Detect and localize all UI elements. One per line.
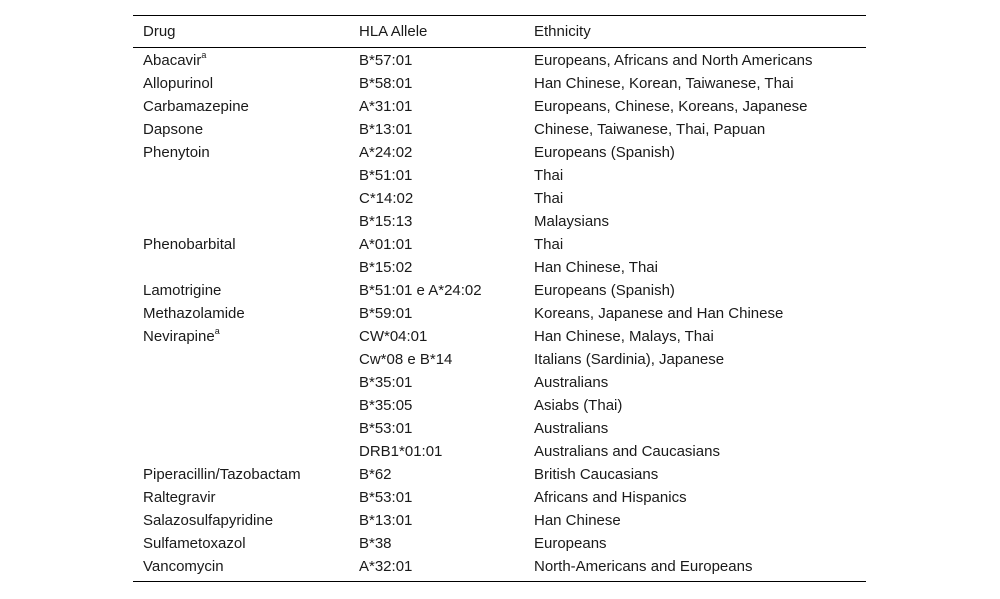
cell-hla-allele: B*13:01 xyxy=(359,512,413,529)
cell-ethnicity: Thai xyxy=(534,236,564,253)
drug-name: Sulfametoxazol xyxy=(143,535,246,552)
table-row xyxy=(133,256,866,279)
table-row xyxy=(133,233,866,256)
cell-drug xyxy=(133,95,349,118)
cell-hla-allele: B*35:05 xyxy=(359,397,413,414)
cell-ethnicity: Africans and Hispanics xyxy=(534,489,687,506)
cell-drug xyxy=(133,302,349,325)
cell-drug xyxy=(133,463,349,486)
cell-ethnicity: Australians xyxy=(534,374,609,391)
cell-ethnicity: Europeans (Spanish) xyxy=(534,144,675,161)
table-row xyxy=(133,187,866,210)
header-hla-allele: HLA Allele xyxy=(359,23,428,40)
table-row xyxy=(133,118,866,141)
drug-name: Allopurinol xyxy=(143,75,214,92)
cell-ethnicity: Europeans xyxy=(534,535,607,552)
cell-drug xyxy=(133,417,349,440)
drug-name: Piperacillin/Tazobactam xyxy=(143,466,301,483)
table-row xyxy=(133,532,866,555)
table-row xyxy=(133,348,866,371)
table-row xyxy=(133,555,866,582)
table-row xyxy=(133,371,866,394)
cell-drug xyxy=(133,187,349,210)
cell-drug xyxy=(133,555,349,582)
drug-name: Lamotrigine xyxy=(143,282,222,299)
cell-hla-allele: CW*04:01 xyxy=(359,328,428,345)
cell-ethnicity: Han Chinese, Korean, Taiwanese, Thai xyxy=(534,75,794,92)
cell-drug xyxy=(133,233,349,256)
cell-hla-allele: B*51:01 e A*24:02 xyxy=(359,282,482,299)
cell-drug xyxy=(133,118,349,141)
footnote-marker: a xyxy=(201,50,207,60)
cell-hla-allele: Cw*08 e B*14 xyxy=(359,351,453,368)
drug-name: Vancomycin xyxy=(143,558,224,575)
table-row xyxy=(133,210,866,233)
table-row xyxy=(133,417,866,440)
cell-ethnicity: Europeans, Africans and North Americans xyxy=(534,52,813,69)
cell-hla-allele: A*01:01 xyxy=(359,236,413,253)
drug-name: Raltegravir xyxy=(143,489,216,506)
cell-ethnicity: Malaysians xyxy=(534,213,610,230)
cell-ethnicity: Europeans (Spanish) xyxy=(534,282,675,299)
cell-ethnicity: Europeans, Chinese, Koreans, Japanese xyxy=(534,98,808,115)
cell-hla-allele: DRB1*01:01 xyxy=(359,443,443,460)
cell-ethnicity: British Caucasians xyxy=(534,466,659,483)
cell-hla-allele: C*14:02 xyxy=(359,190,414,207)
header-drug: Drug xyxy=(143,23,176,40)
table-body xyxy=(133,48,866,582)
cell-hla-allele: B*15:02 xyxy=(359,259,413,276)
cell-ethnicity: Australians and Caucasians xyxy=(534,443,720,460)
cell-hla-allele: A*32:01 xyxy=(359,558,413,575)
cell-ethnicity: Han Chinese, Thai xyxy=(534,259,658,276)
cell-drug xyxy=(133,348,349,371)
cell-ethnicity: Thai xyxy=(534,190,564,207)
cell-drug xyxy=(133,394,349,417)
table-row xyxy=(133,486,866,509)
hla-drug-table xyxy=(133,15,866,582)
drug-name: Carbamazepine xyxy=(143,98,249,115)
cell-hla-allele: B*53:01 xyxy=(359,489,413,506)
table-header xyxy=(133,16,866,48)
cell-drug xyxy=(133,440,349,463)
cell-drug xyxy=(133,509,349,532)
drug-name: Abacavir xyxy=(143,52,202,69)
table-row xyxy=(133,72,866,95)
table-row xyxy=(133,440,866,463)
hla-drug-table-container xyxy=(133,15,866,582)
cell-drug xyxy=(133,164,349,187)
table-row xyxy=(133,394,866,417)
cell-ethnicity: North-Americans and Europeans xyxy=(534,558,753,575)
cell-drug xyxy=(133,371,349,394)
table-row xyxy=(133,164,866,187)
table-row xyxy=(133,279,866,302)
cell-ethnicity: Han Chinese xyxy=(534,512,621,529)
cell-drug xyxy=(133,141,349,164)
cell-ethnicity: Chinese, Taiwanese, Thai, Papuan xyxy=(534,121,766,138)
header-row xyxy=(133,16,866,48)
cell-ethnicity: Thai xyxy=(534,167,564,184)
drug-name: Phenobarbital xyxy=(143,236,236,253)
cell-drug xyxy=(133,486,349,509)
table-row xyxy=(133,141,866,164)
cell-hla-allele: B*13:01 xyxy=(359,121,413,138)
cell-drug xyxy=(133,256,349,279)
cell-hla-allele: B*59:01 xyxy=(359,305,413,322)
table-row xyxy=(133,463,866,486)
table-row xyxy=(133,325,866,348)
cell-drug xyxy=(133,48,349,73)
cell-hla-allele: B*51:01 xyxy=(359,167,413,184)
drug-name: Nevirapine xyxy=(143,328,215,345)
cell-hla-allele: A*24:02 xyxy=(359,144,413,161)
footnote-marker: a xyxy=(214,326,220,336)
drug-name: Methazolamide xyxy=(143,305,245,322)
cell-hla-allele: B*57:01 xyxy=(359,52,413,69)
cell-drug xyxy=(133,532,349,555)
drug-name: Salazosulfapyridine xyxy=(143,512,274,529)
cell-hla-allele: B*35:01 xyxy=(359,374,413,391)
cell-hla-allele: B*62 xyxy=(359,466,392,483)
cell-hla-allele: B*38 xyxy=(359,535,392,552)
table-row xyxy=(133,509,866,532)
drug-name: Phenytoin xyxy=(143,144,210,161)
cell-ethnicity: Koreans, Japanese and Han Chinese xyxy=(534,305,784,322)
header-ethnicity: Ethnicity xyxy=(534,23,591,40)
drug-name: Dapsone xyxy=(143,121,204,138)
table-row xyxy=(133,48,866,73)
cell-drug xyxy=(133,279,349,302)
cell-hla-allele: B*53:01 xyxy=(359,420,413,437)
cell-drug xyxy=(133,210,349,233)
cell-drug xyxy=(133,72,349,95)
cell-hla-allele: B*58:01 xyxy=(359,75,413,92)
cell-ethnicity: Italians (Sardinia), Japanese xyxy=(534,351,725,368)
cell-ethnicity: Asiabs (Thai) xyxy=(534,397,623,414)
cell-drug xyxy=(133,325,349,348)
cell-ethnicity: Han Chinese, Malays, Thai xyxy=(534,328,714,345)
cell-hla-allele: A*31:01 xyxy=(359,98,413,115)
table-row xyxy=(133,302,866,325)
cell-ethnicity: Australians xyxy=(534,420,609,437)
cell-hla-allele: B*15:13 xyxy=(359,213,413,230)
table-row xyxy=(133,95,866,118)
